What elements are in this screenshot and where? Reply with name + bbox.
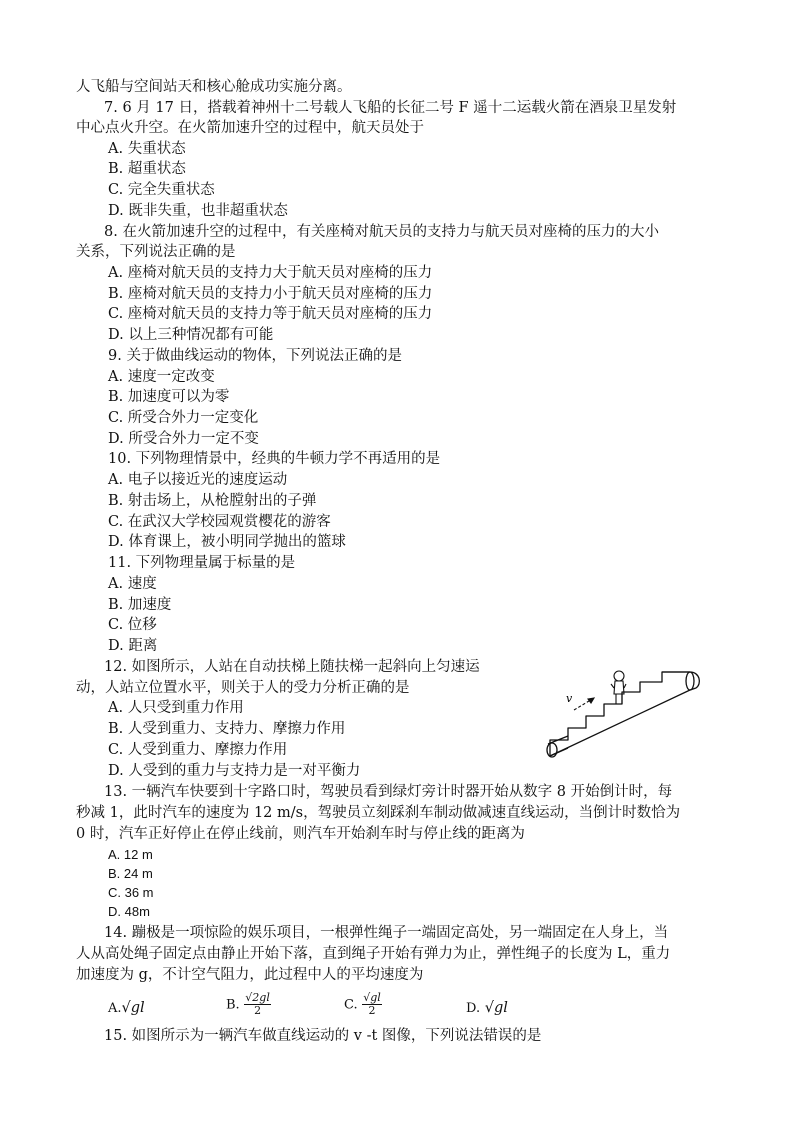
question-13-stem: 13. 一辆汽车快要到十字路口时，驾驶员看到绿灯旁计时器开始从数字 8 开始倒计时，每 [104,784,673,800]
person-icon [611,671,626,704]
question-14-stem-cont: 人从高处绳子固定点由静止开始下落，直到绳子开始有弹力为止，弹性绳子的长度为 L，重力 [76,946,671,962]
question-9-stem: 9. 关于做曲线运动的物体，下列说法正确的是 [108,348,402,364]
q12-option-b: B. 人受到重力、支持力、摩擦力作用 [108,721,346,737]
q13-option-a: A. 12 m [108,847,153,862]
q13-option-b: B. 24 m [108,866,153,881]
q8-option-c: C. 座椅对航天员的支持力等于航天员对座椅的压力 [108,306,433,322]
velocity-label: v [566,692,573,705]
question-8-stem-cont: 关系，下列说法正确的是 [76,244,236,260]
q11-option-d: D. 距离 [108,638,158,654]
question-12-stem: 12. 如图所示，人站在自动扶梯上随扶梯一起斜向上匀速运 [104,659,480,675]
q12-option-c: C. 人受到重力、摩擦力作用 [108,742,288,758]
q13-option-d: D. 48m [108,904,150,919]
question-12-stem-cont: 动，人站立位置水平，则关于人的受力分析正确的是 [76,680,410,696]
question-8-stem: 8. 在火箭加速升空的过程中，有关座椅对航天员的支持力与航天员对座椅的压力的大小 [104,224,659,240]
escalator-steps [550,672,690,756]
question-14-stem: 14. 蹦极是一项惊险的娱乐项目，一根弹性绳子一端固定高处，另一端固定在人身上，当 [104,925,669,941]
q12-option-a: A. 人只受到重力作用 [108,700,244,716]
q7-option-b: B. 超重状态 [108,161,186,177]
q8-option-d: D. 以上三种情况都有可能 [108,327,274,343]
q9-option-c: C. 所受合外力一定变化 [108,410,259,426]
q10-option-a: A. 电子以接近光的速度运动 [108,472,288,488]
q7-option-c: C. 完全失重状态 [108,182,215,198]
question-10-stem: 10. 下列物理情景中，经典的牛顿力学不再适用的是 [108,451,441,467]
q10-option-c: C. 在武汉大学校园观赏樱花的游客 [108,514,331,530]
q8-option-b: B. 座椅对航天员的支持力小于航天员对座椅的压力 [108,286,433,302]
velocity-arrow [574,698,594,710]
q10-option-b: B. 射击场上，从枪膛射出的子弹 [108,493,317,509]
q7-option-d: D. 既非失重，也非超重状态 [108,203,288,219]
escalator-figure [540,664,710,764]
q13-option-c: C. 36 m [108,885,154,900]
q8-option-a: A. 座椅对航天员的支持力大于航天员对座椅的压力 [108,265,433,281]
question-7-stem-cont: 中心点火升空。在火箭加速升空的过程中，航天员处于 [76,120,424,136]
q12-option-d: D. 人受到的重力与支持力是一对平衡力 [108,763,361,779]
question-7-stem: 7. 6 月 17 日，搭载着神州十二号载人飞船的长征二号 F 遥十二运载火箭在酒泉卫星发射 [104,100,677,116]
q10-option-d: D. 体育课上，被小明同学抛出的篮球 [108,534,346,550]
q14-option-a: A.√gl [108,1000,145,1016]
question-14-stem-cont2: 加速度为 g，不计空气阻力，此过程中人的平均速度为 [76,967,424,983]
question-15-stem: 15. 如图所示为一辆汽车做直线运动的 v -t 图像，下列说法错误的是 [104,1028,542,1044]
question-11-stem: 11. 下列物理量属于标量的是 [108,555,296,571]
question-13-stem-cont: 秒减 1，此时汽车的速度为 12 m/s，驾驶员立刻踩刹车制动做减速直线运动，当倒计时数恰为 [76,805,681,821]
q11-option-b: B. 加速度 [108,597,172,613]
q9-option-a: A. 速度一定改变 [108,369,215,385]
q14-option-c: C. $\frac{√gl}{2}$ [344,991,381,1017]
q14-option-b: B. $\frac{√2gl}{2}$ [226,991,270,1017]
text-line: 人飞船与空间站天和核心舱成功实施分离。 [76,79,352,95]
q7-option-a: A. 失重状态 [108,141,186,157]
q9-option-b: B. 加速度可以为零 [108,389,230,405]
question-13-stem-cont2: 0 时，汽车正好停止在停止线前，则汽车开始刹车时与停止线的距离为 [76,826,525,842]
q14-option-d: D. √gl [466,1000,508,1016]
q9-option-d: D. 所受合外力一定不变 [108,431,259,447]
q11-option-a: A. 速度 [108,576,157,592]
q11-option-c: C. 位移 [108,617,157,633]
